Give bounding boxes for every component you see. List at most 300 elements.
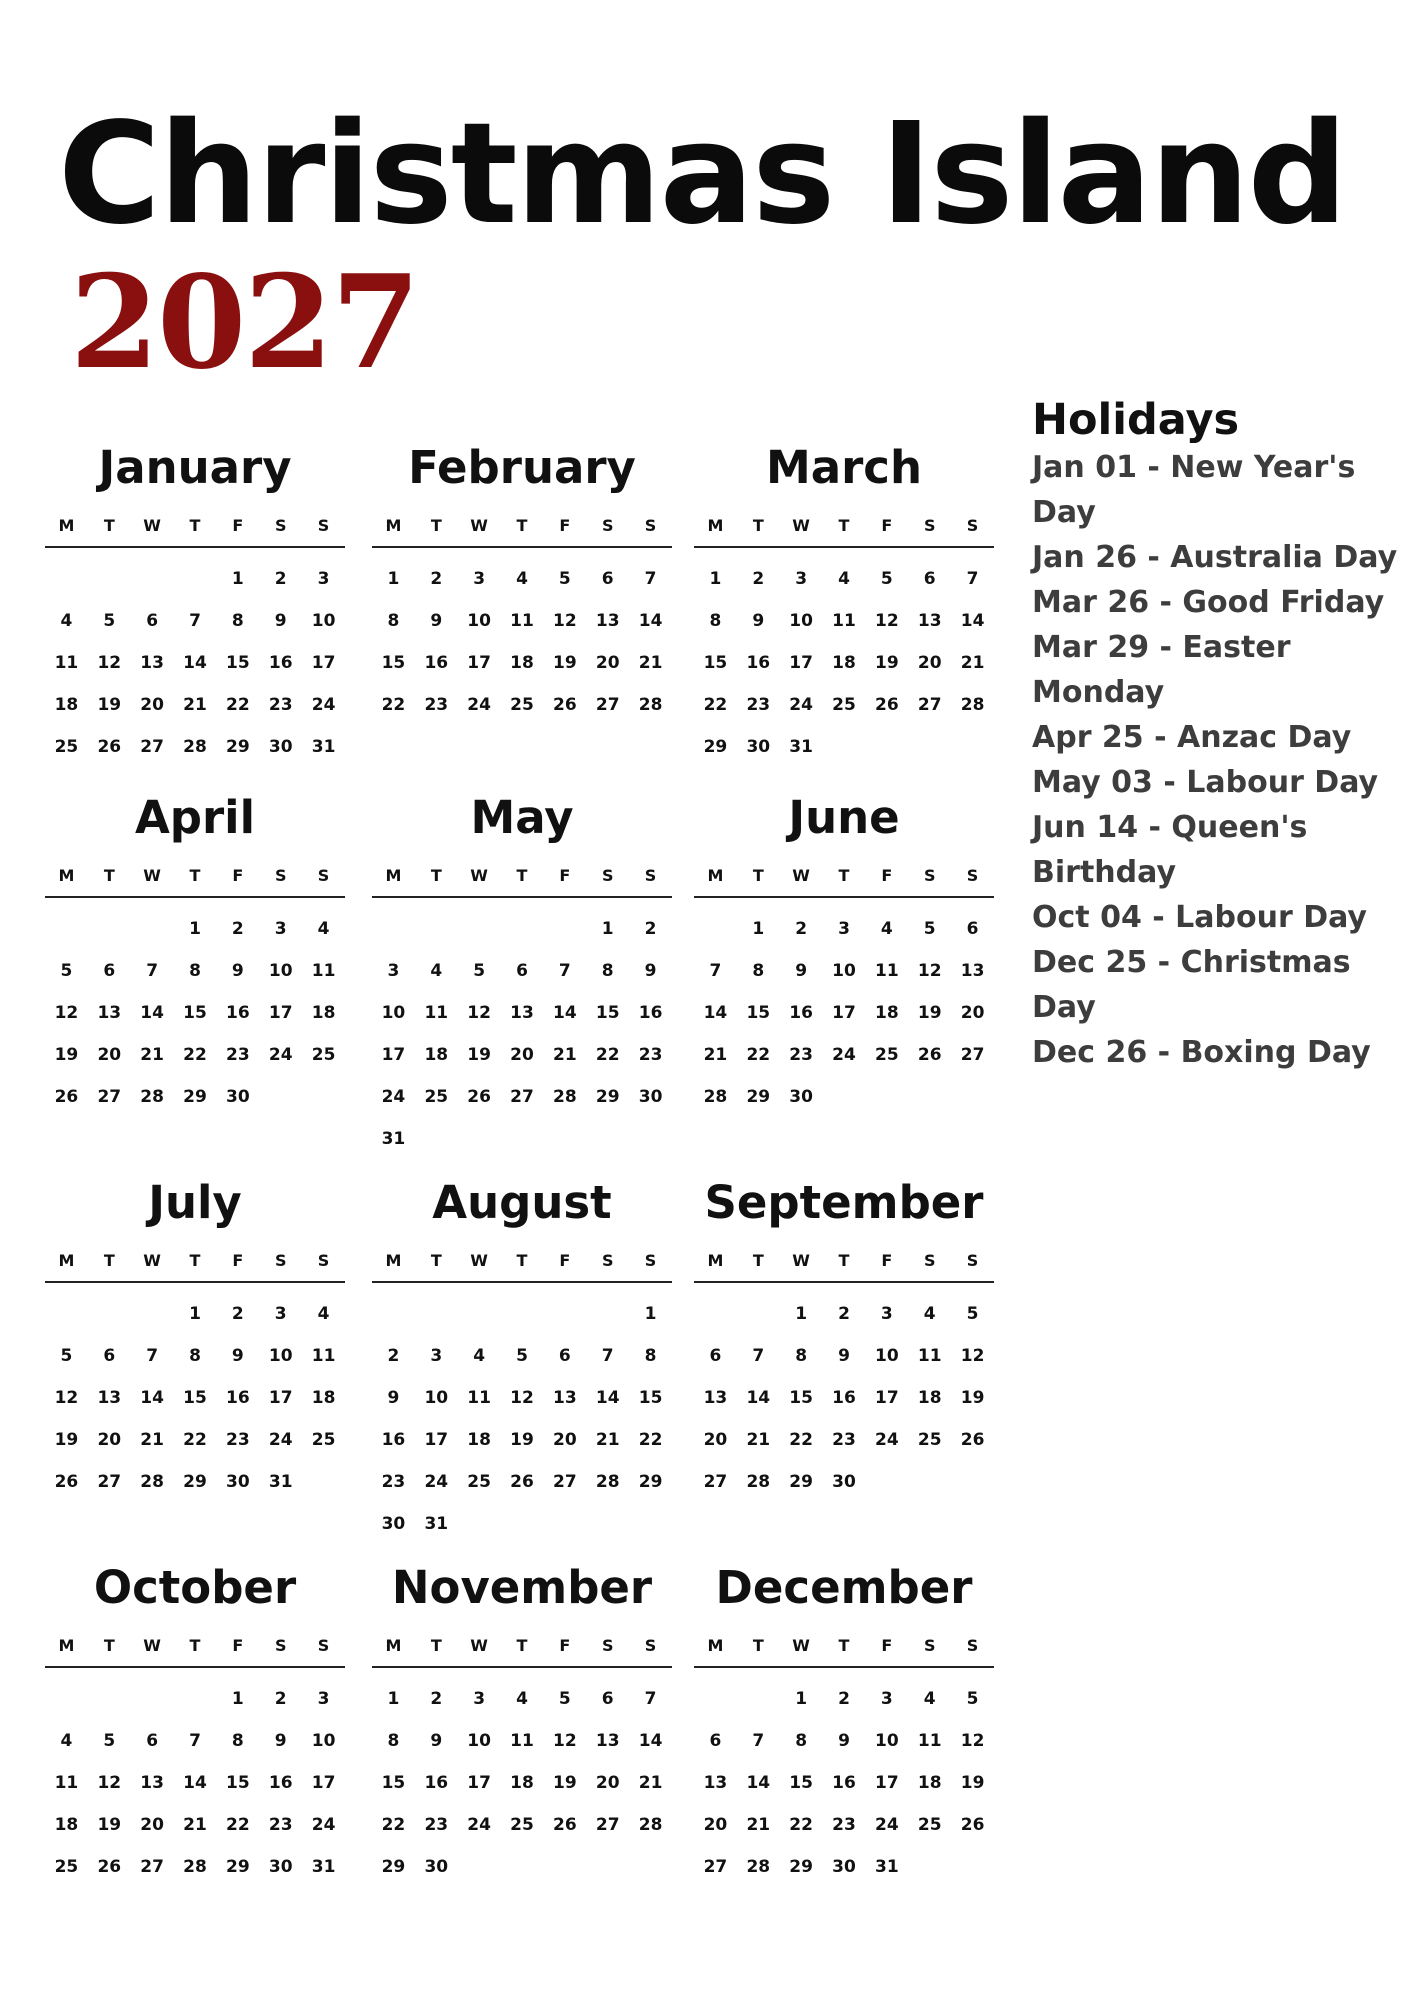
day-cell: 9 [430, 1731, 443, 1751]
month-february [372, 440, 672, 726]
day-grid [372, 558, 672, 726]
day-cell: 24 [875, 1815, 899, 1835]
day-cell: 20 [960, 1003, 985, 1023]
weekday-header-row [694, 866, 994, 898]
empty-day-cell [458, 908, 501, 950]
day-cell: 29 [226, 1857, 250, 1877]
day-cell: 11 [917, 1731, 942, 1751]
day-cell: 16 [226, 1003, 250, 1023]
empty-day-cell [45, 558, 88, 600]
empty-day-cell [737, 1678, 780, 1720]
day-cell: 26 [875, 695, 899, 715]
day-cell: 12 [54, 1003, 79, 1023]
weekday-label: W [792, 866, 810, 885]
day-cell: 3 [880, 1304, 893, 1324]
day-cell: 3 [317, 569, 330, 589]
weekday-label: F [232, 516, 244, 535]
day-cell: 17 [381, 1045, 406, 1065]
weekday-label: T [103, 866, 115, 885]
day-cell: 8 [601, 961, 614, 981]
day-cell: 5 [923, 919, 936, 939]
day-cell: 3 [430, 1346, 443, 1366]
weekday-label: F [232, 1636, 244, 1655]
day-cell: 3 [473, 569, 486, 589]
holidays-panel [1032, 395, 1402, 1075]
day-cell: 6 [966, 919, 979, 939]
day-cell: 26 [960, 1430, 985, 1450]
day-cell: 12 [97, 1773, 122, 1793]
day-cell: 24 [381, 1087, 406, 1107]
day-cell: 19 [510, 1430, 534, 1450]
day-grid [694, 1678, 994, 1888]
weekday-label: T [103, 1636, 115, 1655]
day-cell: 18 [510, 653, 534, 673]
day-cell: 19 [553, 1773, 577, 1793]
day-cell: 25 [467, 1472, 491, 1492]
day-cell: 20 [595, 653, 620, 673]
weekday-label: S [644, 516, 657, 535]
weekday-label: W [470, 516, 488, 535]
calendar-year: 2027 [70, 248, 419, 398]
day-cell: 23 [832, 1430, 856, 1450]
day-cell: 5 [880, 569, 893, 589]
day-cell: 18 [875, 1003, 899, 1023]
day-cell: 28 [140, 1472, 164, 1492]
day-cell: 22 [183, 1045, 207, 1065]
day-cell: 2 [430, 569, 443, 589]
day-cell: 2 [387, 1346, 400, 1366]
day-cell: 28 [638, 695, 663, 715]
day-cell: 14 [746, 1773, 771, 1793]
weekday-header-row [372, 516, 672, 548]
day-cell: 11 [54, 653, 79, 673]
day-cell: 25 [917, 1815, 942, 1835]
day-cell: 4 [838, 569, 850, 589]
day-grid [694, 1293, 994, 1503]
day-cell: 30 [638, 1087, 663, 1107]
day-cell: 10 [875, 1731, 899, 1751]
day-cell: 24 [467, 695, 491, 715]
day-cell: 8 [387, 1731, 400, 1751]
day-cell: 2 [274, 1689, 287, 1709]
day-cell: 22 [226, 695, 250, 715]
day-cell: 14 [140, 1003, 164, 1023]
month-name: July [148, 1176, 242, 1229]
day-cell: 2 [795, 919, 808, 939]
day-cell: 13 [140, 1773, 164, 1793]
month-name: August [432, 1176, 612, 1229]
day-cell: 1 [231, 569, 244, 589]
day-cell: 10 [311, 611, 336, 631]
day-cell: 12 [467, 1003, 491, 1023]
day-cell: 13 [703, 1388, 728, 1408]
day-cell: 27 [140, 1857, 164, 1877]
weekday-label: F [559, 866, 571, 885]
day-cell: 26 [553, 1815, 577, 1835]
weekday-header-row [694, 516, 994, 548]
day-cell: 21 [183, 695, 207, 715]
month-name: June [788, 791, 900, 844]
day-cell: 20 [510, 1045, 534, 1065]
empty-day-cell [415, 1293, 458, 1335]
day-cell: 17 [467, 1773, 491, 1793]
day-cell: 13 [97, 1388, 122, 1408]
day-cell: 15 [226, 653, 250, 673]
holiday-item: Dec 26 - Boxing Day [1032, 1035, 1371, 1070]
weekday-label: S [317, 866, 330, 885]
day-cell: 25 [54, 737, 79, 757]
day-cell: 17 [789, 653, 813, 673]
day-cell: 17 [875, 1773, 899, 1793]
weekday-label: T [752, 1251, 764, 1270]
day-cell: 9 [752, 611, 765, 631]
day-cell: 28 [638, 1815, 663, 1835]
day-cell: 10 [268, 1346, 293, 1366]
day-cell: 29 [381, 1857, 406, 1877]
empty-day-cell [131, 558, 174, 600]
day-cell: 29 [226, 737, 250, 757]
weekday-label: M [385, 516, 402, 535]
day-grid [45, 908, 345, 1118]
day-cell: 25 [510, 1815, 534, 1835]
day-cell: 30 [226, 1472, 250, 1492]
day-cell: 14 [595, 1388, 620, 1408]
day-cell: 18 [832, 653, 856, 673]
empty-day-cell [543, 908, 586, 950]
day-cell: 7 [601, 1346, 614, 1366]
day-cell: 28 [746, 1857, 771, 1877]
month-name: May [470, 791, 574, 844]
month-name: October [93, 1561, 297, 1614]
day-cell: 15 [183, 1003, 207, 1023]
day-cell: 22 [789, 1815, 813, 1835]
day-cell: 6 [146, 611, 159, 631]
day-cell: 5 [60, 961, 73, 981]
day-cell: 3 [473, 1689, 486, 1709]
day-cell: 31 [311, 737, 336, 757]
holiday-item: Jan 26 - Australia Day [1032, 540, 1398, 575]
day-cell: 30 [832, 1472, 856, 1492]
day-cell: 28 [960, 695, 985, 715]
weekday-label: T [838, 866, 850, 885]
day-cell: 5 [516, 1346, 528, 1366]
empty-day-cell [45, 1293, 88, 1335]
weekday-label: F [559, 1251, 571, 1270]
day-cell: 4 [516, 1689, 528, 1709]
day-grid [694, 908, 994, 1118]
month-september [694, 1175, 994, 1503]
day-cell: 13 [595, 611, 620, 631]
day-cell: 16 [268, 653, 293, 673]
day-cell: 15 [381, 1773, 406, 1793]
day-cell: 16 [832, 1388, 856, 1408]
day-cell: 3 [387, 961, 400, 981]
day-cell: 10 [467, 1731, 491, 1751]
day-cell: 1 [189, 1304, 201, 1324]
weekday-header-row [45, 1636, 345, 1668]
day-cell: 21 [638, 653, 663, 673]
day-cell: 30 [832, 1857, 856, 1877]
day-cell: 9 [838, 1731, 850, 1751]
day-cell: 28 [746, 1472, 771, 1492]
weekday-label: S [601, 1251, 614, 1270]
day-cell: 1 [387, 569, 400, 589]
day-cell: 13 [703, 1773, 728, 1793]
day-cell: 14 [183, 1773, 207, 1793]
weekday-label: F [559, 1636, 571, 1655]
day-cell: 20 [97, 1045, 122, 1065]
day-cell: 14 [746, 1388, 771, 1408]
day-cell: 10 [467, 611, 491, 631]
day-cell: 20 [140, 1815, 164, 1835]
weekday-label: T [752, 866, 764, 885]
day-cell: 7 [558, 961, 571, 981]
day-cell: 3 [838, 919, 850, 939]
day-cell: 4 [473, 1346, 486, 1366]
weekday-label: M [385, 1636, 402, 1655]
weekday-label: T [103, 1251, 115, 1270]
weekday-label: W [143, 1636, 161, 1655]
weekday-label: S [274, 866, 287, 885]
day-cell: 31 [424, 1514, 449, 1534]
day-cell: 9 [274, 1731, 287, 1751]
day-cell: 29 [703, 737, 728, 757]
day-cell: 10 [424, 1388, 449, 1408]
day-cell: 18 [311, 1003, 336, 1023]
day-cell: 11 [917, 1346, 942, 1366]
day-cell: 29 [746, 1087, 771, 1107]
weekday-label: S [317, 1251, 330, 1270]
month-name: March [765, 441, 923, 494]
day-grid [45, 1293, 345, 1503]
weekday-label: T [189, 516, 201, 535]
holidays-title: Holidays [1032, 395, 1240, 445]
day-cell: 2 [752, 569, 765, 589]
weekday-label: T [752, 1636, 764, 1655]
empty-day-cell [372, 908, 415, 950]
day-cell: 19 [97, 695, 122, 715]
holiday-item: Mar 26 - Good Friday [1032, 585, 1385, 620]
day-cell: 22 [638, 1430, 663, 1450]
month-name: September [704, 1176, 984, 1229]
day-cell: 27 [97, 1472, 122, 1492]
day-cell: 18 [54, 1815, 79, 1835]
weekday-label: S [317, 1636, 330, 1655]
weekday-label: W [143, 866, 161, 885]
day-cell: 22 [703, 695, 728, 715]
weekday-label: T [430, 1251, 442, 1270]
day-cell: 11 [467, 1388, 491, 1408]
day-cell: 21 [638, 1773, 663, 1793]
day-grid [372, 908, 672, 1160]
day-cell: 13 [140, 653, 164, 673]
weekday-label: S [966, 516, 979, 535]
month-december [694, 1560, 994, 1888]
day-cell: 12 [960, 1731, 985, 1751]
weekday-label: T [103, 516, 115, 535]
day-cell: 27 [97, 1087, 122, 1107]
day-cell: 27 [703, 1857, 728, 1877]
day-cell: 12 [54, 1388, 79, 1408]
day-cell: 8 [189, 1346, 201, 1366]
day-cell: 3 [274, 1304, 287, 1324]
day-cell: 26 [510, 1472, 534, 1492]
empty-day-cell [88, 1678, 131, 1720]
day-cell: 7 [644, 1689, 657, 1709]
empty-day-cell [45, 908, 88, 950]
day-cell: 28 [553, 1087, 577, 1107]
day-cell: 28 [140, 1087, 164, 1107]
day-cell: 8 [387, 611, 400, 631]
day-cell: 2 [231, 1304, 244, 1324]
day-cell: 6 [923, 569, 936, 589]
weekday-label: T [430, 866, 442, 885]
day-cell: 10 [832, 961, 856, 981]
day-cell: 14 [553, 1003, 577, 1023]
day-cell: 17 [268, 1003, 293, 1023]
day-cell: 7 [752, 1731, 765, 1751]
day-cell: 19 [917, 1003, 942, 1023]
day-cell: 20 [595, 1773, 620, 1793]
weekday-label: F [881, 1636, 893, 1655]
day-cell: 21 [746, 1430, 771, 1450]
day-cell: 7 [644, 569, 657, 589]
day-cell: 23 [226, 1430, 250, 1450]
weekday-label: M [385, 866, 402, 885]
weekday-label: F [881, 866, 893, 885]
day-cell: 16 [789, 1003, 813, 1023]
weekday-label: W [470, 1636, 488, 1655]
day-cell: 23 [832, 1815, 856, 1835]
empty-day-cell [372, 1293, 415, 1335]
day-cell: 1 [709, 569, 722, 589]
day-cell: 6 [558, 1346, 571, 1366]
weekday-label: M [707, 1251, 724, 1270]
day-cell: 23 [746, 695, 771, 715]
day-cell: 3 [317, 1689, 330, 1709]
day-cell: 16 [638, 1003, 663, 1023]
day-cell: 11 [510, 611, 534, 631]
weekday-label: M [58, 1636, 75, 1655]
day-cell: 30 [381, 1514, 406, 1534]
day-cell: 27 [960, 1045, 985, 1065]
day-cell: 24 [311, 695, 336, 715]
day-cell: 3 [795, 569, 808, 589]
day-cell: 31 [311, 1857, 336, 1877]
holiday-item: Jun 14 - Queen's Birthday [1032, 810, 1308, 890]
day-cell: 17 [311, 1773, 336, 1793]
day-cell: 4 [516, 569, 528, 589]
month-november [372, 1560, 672, 1888]
day-cell: 15 [638, 1388, 663, 1408]
day-cell: 21 [553, 1045, 577, 1065]
day-cell: 11 [832, 611, 856, 631]
month-august [372, 1175, 672, 1545]
day-cell: 26 [553, 695, 577, 715]
day-cell: 14 [638, 1731, 663, 1751]
day-cell: 21 [746, 1815, 771, 1835]
day-cell: 4 [923, 1304, 936, 1324]
day-cell: 5 [60, 1346, 73, 1366]
empty-day-cell [88, 908, 131, 950]
day-cell: 26 [54, 1087, 79, 1107]
day-cell: 14 [140, 1388, 164, 1408]
day-cell: 25 [311, 1430, 336, 1450]
day-cell: 23 [424, 695, 449, 715]
weekday-header-row [45, 516, 345, 548]
empty-day-cell [88, 1293, 131, 1335]
weekday-label: S [644, 866, 657, 885]
holiday-item: Dec 25 - Christmas Day [1032, 945, 1351, 1025]
weekday-label: F [559, 516, 571, 535]
weekday-label: S [274, 516, 287, 535]
day-cell: 24 [789, 695, 813, 715]
month-name: April [134, 791, 256, 844]
weekday-label: T [516, 516, 528, 535]
empty-day-cell [174, 558, 217, 600]
day-grid [45, 558, 345, 768]
day-cell: 21 [140, 1045, 164, 1065]
day-cell: 17 [832, 1003, 856, 1023]
day-cell: 13 [595, 1731, 620, 1751]
day-cell: 22 [789, 1430, 813, 1450]
day-cell: 21 [140, 1430, 164, 1450]
weekday-label: S [923, 1636, 936, 1655]
day-cell: 19 [54, 1430, 79, 1450]
empty-day-cell [543, 1293, 586, 1335]
day-cell: 31 [381, 1129, 406, 1149]
day-cell: 29 [789, 1857, 813, 1877]
day-cell: 13 [510, 1003, 534, 1023]
day-cell: 4 [923, 1689, 936, 1709]
day-cell: 13 [917, 611, 942, 631]
day-cell: 2 [644, 919, 657, 939]
day-cell: 8 [709, 611, 722, 631]
day-cell: 1 [189, 919, 201, 939]
day-cell: 20 [917, 653, 942, 673]
day-cell: 8 [231, 1731, 244, 1751]
day-cell: 4 [60, 611, 73, 631]
day-cell: 18 [467, 1430, 491, 1450]
day-cell: 1 [795, 1304, 808, 1324]
day-cell: 8 [795, 1346, 808, 1366]
day-cell: 11 [311, 961, 336, 981]
day-cell: 12 [97, 653, 122, 673]
day-cell: 29 [595, 1087, 620, 1107]
day-cell: 31 [268, 1472, 293, 1492]
day-cell: 5 [966, 1689, 979, 1709]
day-cell: 27 [510, 1087, 534, 1107]
weekday-label: T [430, 1636, 442, 1655]
day-cell: 5 [103, 611, 116, 631]
day-cell: 12 [917, 961, 942, 981]
day-cell: 18 [424, 1045, 449, 1065]
day-cell: 25 [54, 1857, 79, 1877]
weekday-label: S [923, 866, 936, 885]
weekday-label: F [232, 1251, 244, 1270]
empty-day-cell [694, 1678, 737, 1720]
day-cell: 15 [703, 653, 728, 673]
day-cell: 12 [553, 1731, 577, 1751]
day-cell: 22 [183, 1430, 207, 1450]
weekday-label: S [644, 1636, 657, 1655]
day-cell: 29 [638, 1472, 663, 1492]
day-cell: 25 [424, 1087, 449, 1107]
day-cell: 25 [917, 1430, 942, 1450]
day-cell: 5 [966, 1304, 979, 1324]
day-cell: 26 [97, 1857, 122, 1877]
day-cell: 8 [752, 961, 765, 981]
